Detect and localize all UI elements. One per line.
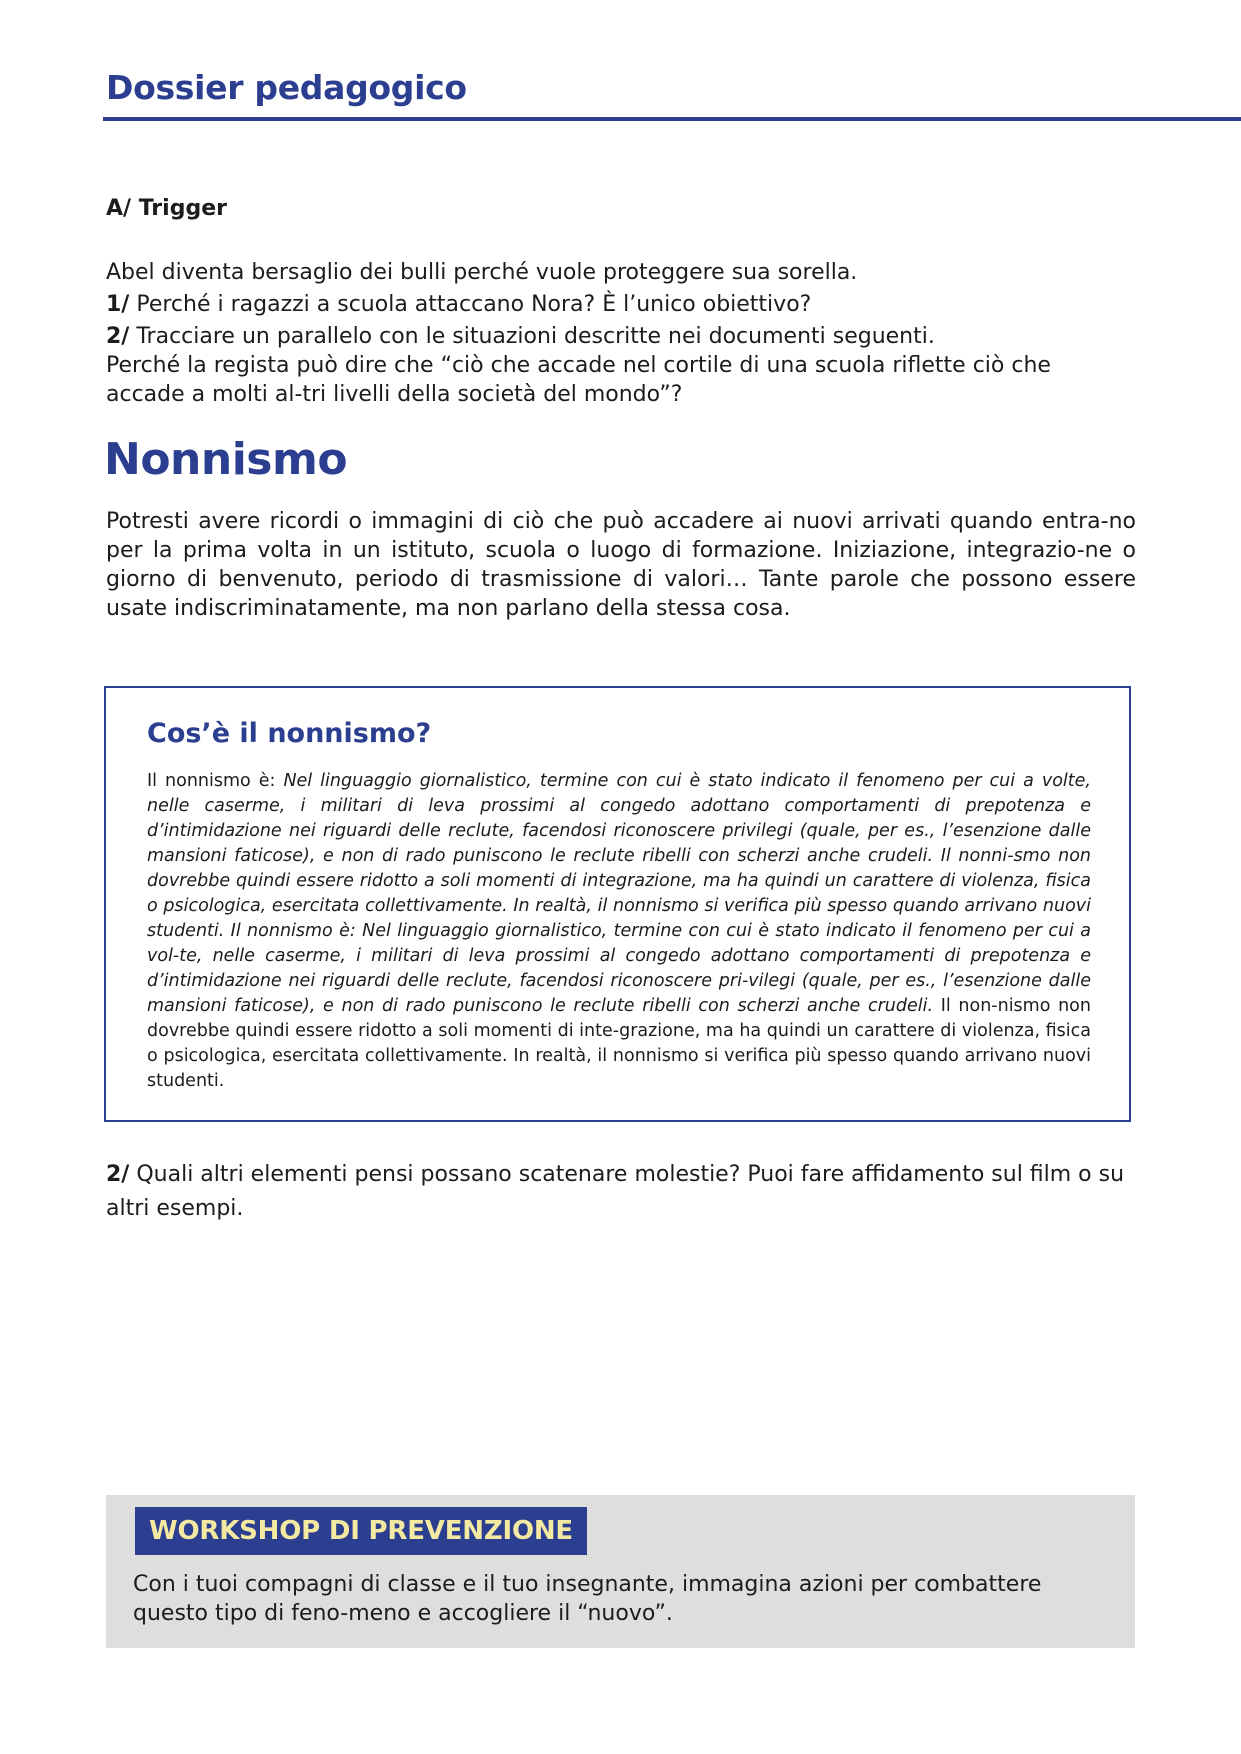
question-2b-text: Quali altri elementi pensi possano scatenare molestie? Puoi fare affidamento sul film o su altri esempi. bbox=[106, 1162, 1125, 1221]
question-1 bbox=[106, 290, 1126, 319]
nonnismo-heading: Nonnismo bbox=[104, 434, 348, 485]
section-label-trigger: A/ Trigger bbox=[106, 196, 227, 221]
question-1-number: 1/ bbox=[106, 292, 130, 317]
definition-box bbox=[104, 686, 1131, 1122]
question-2-harassment bbox=[106, 1158, 1136, 1226]
definition-lead: Il nonnismo è: bbox=[147, 771, 284, 791]
definition-title: Cos’è il nonnismo? bbox=[147, 718, 432, 749]
trigger-questions bbox=[106, 258, 1126, 409]
trigger-intro: Abel diventa bersaglio dei bulli perché vuole proteggere sua sorella. bbox=[106, 260, 858, 285]
question-2-followup: Perché la regista può dire che “ciò che accade nel cortile di una scuola riflette ciò che accade a molti al-tri livelli della società del mondo”? bbox=[106, 353, 1051, 407]
header-divider bbox=[103, 117, 1241, 121]
workshop-panel bbox=[106, 1495, 1135, 1648]
definition-italic-text: Nel linguaggio giornalistico, termine con cui è stato indicato il fenomeno per cui a volte, nelle caserme, i militari di leva prossimi al congedo adottano comportamenti di prepotenza e d’intimidazione nei riguardi delle reclute, facendosi riconoscere privilegi (quale, per es., l’esenzione dalle mansioni faticose), e non di rado puniscono le reclute ribelli con scherzi anche crudeli. Il nonni-smo non dovrebbe quindi essere ridotto a soli momenti di integrazione, ma ha quindi un carattere di violenza, fisica o psicologica, esercitata collettivamente. In realtà, il nonnismo si verifica più spesso quando arrivano nuovi studenti. Il nonnismo è: Nel linguaggio giornalistico, termine con cui è stato indicato il fenomeno per cui a vol-te, nelle caserme, i militari di leva prossimi al congedo adottano comportamenti di prepotenza e d’intimidazione nei riguardi delle reclute, facendosi riconoscere pri-vilegi (quale, per es., l’esenzione dalle mansioni faticose), e non di rado puniscono le reclute ribelli con scherzi anche crudeli. bbox=[147, 771, 1091, 1016]
page-title: Dossier pedagogico bbox=[106, 68, 467, 107]
nonnismo-paragraph: Potresti avere ricordi o immagini di ciò che può accadere ai nuovi arrivati quando entra-no per la prima volta in un istituto, scuola o luogo di formazione. Iniziazione, integrazio-ne o giorno di benvenuto, periodo di trasmissione di valori… Tante parole che possono essere usate indiscriminatamente, ma non parlano della stessa cosa. bbox=[106, 509, 1136, 621]
workshop-text: Con i tuoi compagni di classe e il tuo insegnante, immagina azioni per combattere questo tipo di feno-meno e accogliere il “nuovo”. bbox=[133, 1572, 1042, 1626]
definition-tail-text: Il non-nismo non dovrebbe quindi essere ridotto a soli momenti di inte-grazione, ma ha quindi un carattere di violenza, fisica o psicologica, esercitata collettivamente. In realtà, il nonnismo si verifica più spesso quando arrivano nuovi studenti. bbox=[147, 996, 1091, 1091]
question-2b-number: 2/ bbox=[106, 1162, 130, 1187]
workshop-badge bbox=[135, 1507, 587, 1555]
question-2-text: Tracciare un parallelo con le situazioni descritte nei documenti seguenti. bbox=[136, 324, 935, 349]
definition-text bbox=[147, 769, 1091, 1094]
question-1-text: Perché i ragazzi a scuola attaccano Nora? È l’unico obiettivo? bbox=[136, 292, 812, 317]
question-2-number: 2/ bbox=[106, 324, 130, 349]
question-2 bbox=[106, 322, 1126, 351]
workshop-badge-label: WORKSHOP DI PREVENZIONE bbox=[149, 1516, 573, 1546]
